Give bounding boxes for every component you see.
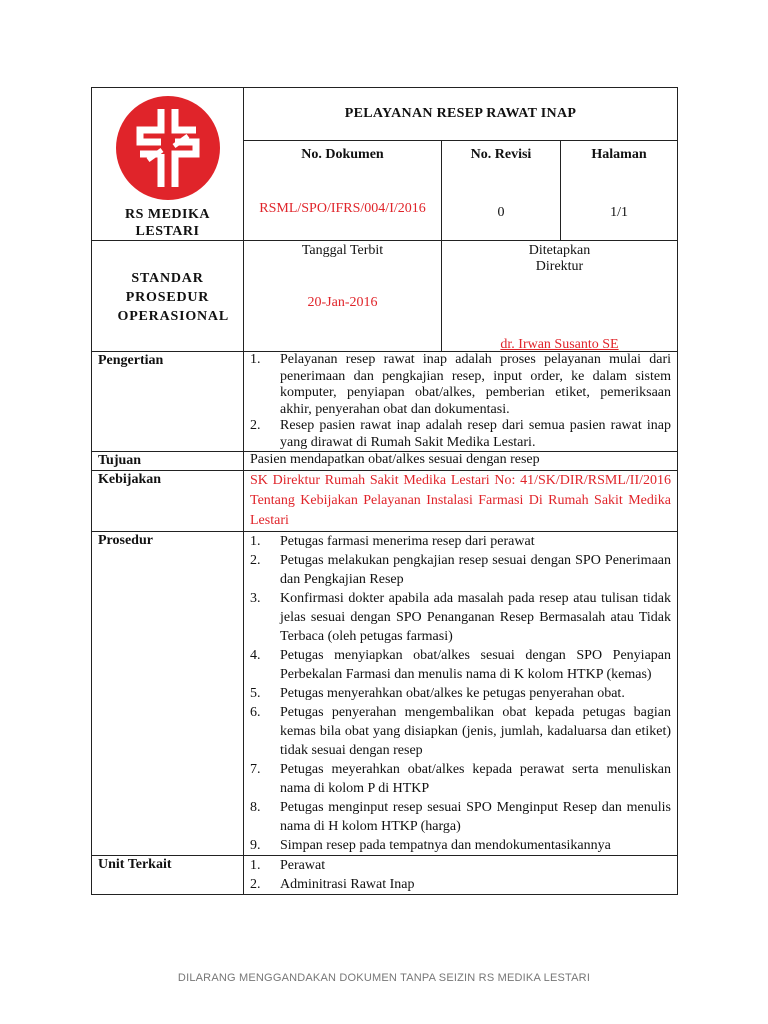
tujuan-text: Pasien mendapatkan obat/alkes sesuai dengan resep [244,452,678,471]
list-item-number: 4. [250,648,261,663]
list-item-text: Adminitrasi Rawat Inap [280,877,415,892]
list-item [250,760,671,798]
list-item-text: Petugas meyerahkan obat/alkes kepada perawat serta menuliskan nama di kolom P di HTKP [280,762,671,796]
list-item-text: Perawat [280,858,326,873]
no-revisi-cell [442,140,561,240]
halaman-cell [561,140,678,240]
tanggal-terbit-value: 20-Jan-2016 [307,295,378,310]
prosedur-label: Prosedur [92,532,244,856]
list-item-number: 5. [250,686,261,701]
list-item [250,836,671,855]
unit-terkait-content [244,856,678,895]
list-item-number: 3. [250,591,261,606]
pengertian-row [92,352,678,452]
kebijakan-label: Kebijakan [92,471,244,532]
unit-terkait-row [92,856,678,895]
list-item-text: Petugas farmasi menerima resep dari perawat [280,534,535,549]
list-item-text: Petugas penyerahan mengembalikan obat kepada petugas bagian kemas bila obat yang disiapkan (jenis, jumlah, kadaluarsa dan etiket) tidak sesuai dengan resep [280,705,671,758]
list-item [250,532,671,551]
logo-cell [92,88,244,241]
list-item-text: Petugas melakukan pengkajian resep sesuai dengan SPO Penerimaan dan Pengkajian Resep [280,553,671,587]
list-item [250,703,671,760]
halaman-label: Halaman [591,146,647,162]
hospital-cross-logo-icon [114,94,222,202]
list-item-number: 7. [250,762,261,777]
list-item [250,352,671,418]
signer-name: dr. Irwan Susanto SE [500,337,619,352]
list-item-number: 2. [250,877,261,892]
halaman-value: 1/1 [610,204,628,220]
list-item [250,418,671,451]
list-item-number: 9. [250,838,261,853]
spo-document [91,87,677,895]
unit-terkait-label: Unit Terkait [92,856,244,895]
tujuan-label: Tujuan [92,452,244,471]
list-item-text: Petugas menyerahkan obat/alkes ke petugas penyerahan obat. [280,686,625,701]
no-dokumen-label: No. Dokumen [301,146,384,162]
list-item-text: Pelayanan resep rawat inap adalah proses pelayanan mulai dari penerimaan dan pengkajian resep, input order, ke dalam sistem komputer, penyiapan obat/alkes, pemberian etiket, pemeriksaan akhir, penyerahan obat dan dokumentasi. [280,352,671,417]
list-item [250,856,671,875]
list-item [250,646,671,684]
ditetapkan-label: Ditetapkan [528,243,591,258]
kebijakan-text: SK Direktur Rumah Sakit Medika Lestari No: 41/SK/DIR/RSML/II/2016 Tentang Kebijakan Pelayanan Instalasi Farmasi Di Rumah Sakit Medika Lestari [244,471,678,532]
pengertian-label: Pengertian [92,352,244,452]
list-item-number: 1. [250,352,261,367]
list-item [250,589,671,646]
list-item-text: Resep pasien rawat inap adalah resep dari semua pasien rawat inap yang dirawat di Rumah Sakit Medika Lestari. [280,418,671,450]
prosedur-row [92,532,678,856]
list-item-number: 8. [250,800,261,815]
list-item-number: 2. [250,553,261,568]
tanggal-terbit-cell [244,241,442,352]
unit-terkait-list [250,856,671,894]
prosedur-content [244,532,678,856]
list-item [250,551,671,589]
list-item-text: Simpan resep pada tempatnya dan mendokumentasikannya [280,838,611,853]
list-item [250,798,671,836]
list-item [250,875,671,894]
document-body-table [91,351,678,895]
footer-notice: DILARANG MENGGANDAKAN DOKUMEN TANPA SEIZIN RS MEDIKA LESTARI [177,972,591,984]
no-revisi-value: 0 [497,204,505,220]
spo-label: STANDAR PROSEDUR OPERASIONAL [92,241,244,352]
list-item-number: 1. [250,534,261,549]
list-item-text: Petugas menyiapkan obat/alkes sesuai dengan SPO Penyiapan Perbekalan Farmasi dan menulis nama di K kolom HTKP (kemas) [280,648,671,682]
list-item-text: Konfirmasi dokter apabila ada masalah pada resep atau tulisan tidak jelas sesuai dengan SPO Penanganan Resep Bermasalah atau Tidak Terbaca (oleh petugas farmasi) [280,591,671,644]
pengertian-list [250,352,671,451]
document-title: PELAYANAN RESEP RAWAT INAP [244,88,678,141]
no-revisi-label: No. Revisi [470,146,532,162]
tujuan-row [92,452,678,471]
prosedur-list [250,532,671,855]
list-item-text: Petugas menginput resep sesuai SPO Menginput Resep dan menulis nama di H kolom HTKP (harga) [280,800,671,834]
list-item-number: 2. [250,418,261,433]
kebijakan-row [92,471,678,532]
list-item-number: 1. [250,858,261,873]
list-item [250,684,671,703]
no-dokumen-cell [244,140,442,240]
list-item-number: 6. [250,705,261,720]
no-dokumen-value: RSML/SPO/IFRS/004/I/2016 [259,200,426,216]
tanggal-terbit-label: Tanggal Terbit [301,243,384,258]
ditetapkan-role: Direktur [535,259,584,274]
hospital-name: RS MEDIKA LESTARI [124,207,210,239]
pengertian-content [244,352,678,452]
document-header-table [91,87,678,352]
ditetapkan-cell [442,241,678,352]
